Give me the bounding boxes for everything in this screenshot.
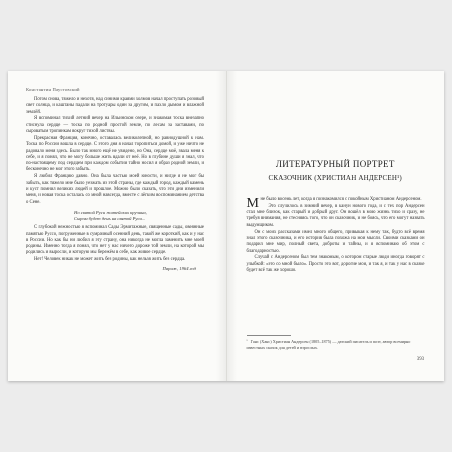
- paragraph: Это случилось в зимний вечер, в канун нового года, и с тех пор Андерсен стал мне близок, как старый и добрый друг. Он вошёл в мою жизнь тихо и сразу, не требуя внимания, не стесняясь того, что он сказочник, и не боясь, что его могут назвать выдумщиком.: [246, 203, 425, 228]
- first-paragraph: [246, 195, 425, 211]
- book-spread: [8, 71, 444, 381]
- right-page-text: [247, 197, 425, 274]
- paragraph: Я любил Францию давно. Она была частью моей юности, и нигде я не мог бы забыть, как тяжело мне было уезжать из этой страны, где каждый город, каждый камень и куст помнил великих людей и прошлое. Можно было сказать, что эти дни изменили меня, и новая тоска осталась со мной навсегда, вместе с лёгким воспоминанием детства о Сене.: [26, 174, 204, 205]
- verse-quote: [74, 210, 204, 222]
- footnote: [247, 339, 425, 350]
- paragraph: Он с моих рассказами имел много общего, привыкая к нему так, будто всё время знал этого сказочника, и его история была похожа на мои мысли. Своими сказками он подарил мне мир, полный света, доброты и тайны, и я вспоминаю об этом с благодарностью.: [246, 229, 425, 254]
- paragraph: Нет! Человек никак не может жить без родины, как нельзя жить без сердца.: [34, 257, 186, 263]
- paragraph: Я вспоминал тихий летний вечер на Ильинском озере, и знакомая тоска внезапно стиснула сердце — тоска по родной простой земле, по лесам за заставами, по сыроватым тропинкам вокруг тихой листвы.: [26, 116, 204, 135]
- left-page-text: [26, 97, 204, 272]
- gutter-shadow: [227, 71, 237, 381]
- footnote-text: Ганс (Ханс) Христиан Андерсен (1805–1875) — датский писатель и поэт, автор всемирно известных сказок для детей и взрослых.: [246, 339, 411, 350]
- right-page: [227, 71, 445, 381]
- verse-line: Но святой Руси житейских кручина,: [74, 209, 147, 215]
- section-title: ЛИТЕРАТУРНЫЙ ПОРТРЕТ: [275, 159, 395, 169]
- paragraph: Случай с Андерсеном был тем знакомым, о котором старые люди иногда говорят с улыбкой: «это со мной было». Просто это вот, дорогие мои, и так я, и так у нас в сказке будет всё так же хорошо.: [246, 255, 425, 274]
- left-page: [8, 71, 227, 381]
- footnote-rule: [247, 335, 291, 336]
- paragraph: Прекрасная Франция, конечно, оставалась великолепной, но равнодушной к нам. Тоска по России вошла в сердце. С этого дня я начал торопиться домой, и уже ничто не радовало меня здесь. Было так много ещё не увидено, но Она, сердце моё, звала меня к себе, и я понял, что не могу больше жить вдали от неё. Но в глубине души я знал, что по-настоящему под сердцем при каждом событии тайно носил я образ родной земли, и бесконечно не мог этого забыть.: [26, 135, 204, 173]
- running-head: Константин Паустовский: [26, 87, 80, 92]
- page-number: 393: [416, 357, 424, 362]
- signature-date: Париж, 1964 год: [162, 265, 196, 271]
- paragraph: Потом снова, тяжело и нехотя, над синими краями холмов начал проступать розовый свет солнца, и каштаны падали на тротуары один за другим, и пахло дымом и влажной землёй.: [26, 97, 205, 115]
- chapter-subtitle: СКАЗОЧНИК (ХРИСТИАН АНДЕРСЕН¹): [268, 174, 402, 182]
- first-paragraph-text: не было восемь лет, когда я познакомился с покойным Христианом Андерсеном.: [260, 197, 422, 202]
- drop-cap: М: [246, 195, 259, 211]
- footnote-mark: ¹: [246, 339, 248, 343]
- verse-line: Сыром будет день на святой Руси...: [74, 216, 146, 222]
- paragraph: С глубокой нежностью я вспоминал Сады Эрмитажные, священные сады, овеянные памятью Руссо, погруженные в сумрачный осенний день, такой же короткий, как и у нас в России. Но как бы ни любил я эту страну, она никогда не могла заменить мне моей родины. Именно тогда я понял, что нет у нас ничего дороже той земли, на которой мы родились и выросли, и которую мы бережём в себе, как живое сердце.: [26, 225, 204, 256]
- gutter-shadow: [216, 71, 226, 381]
